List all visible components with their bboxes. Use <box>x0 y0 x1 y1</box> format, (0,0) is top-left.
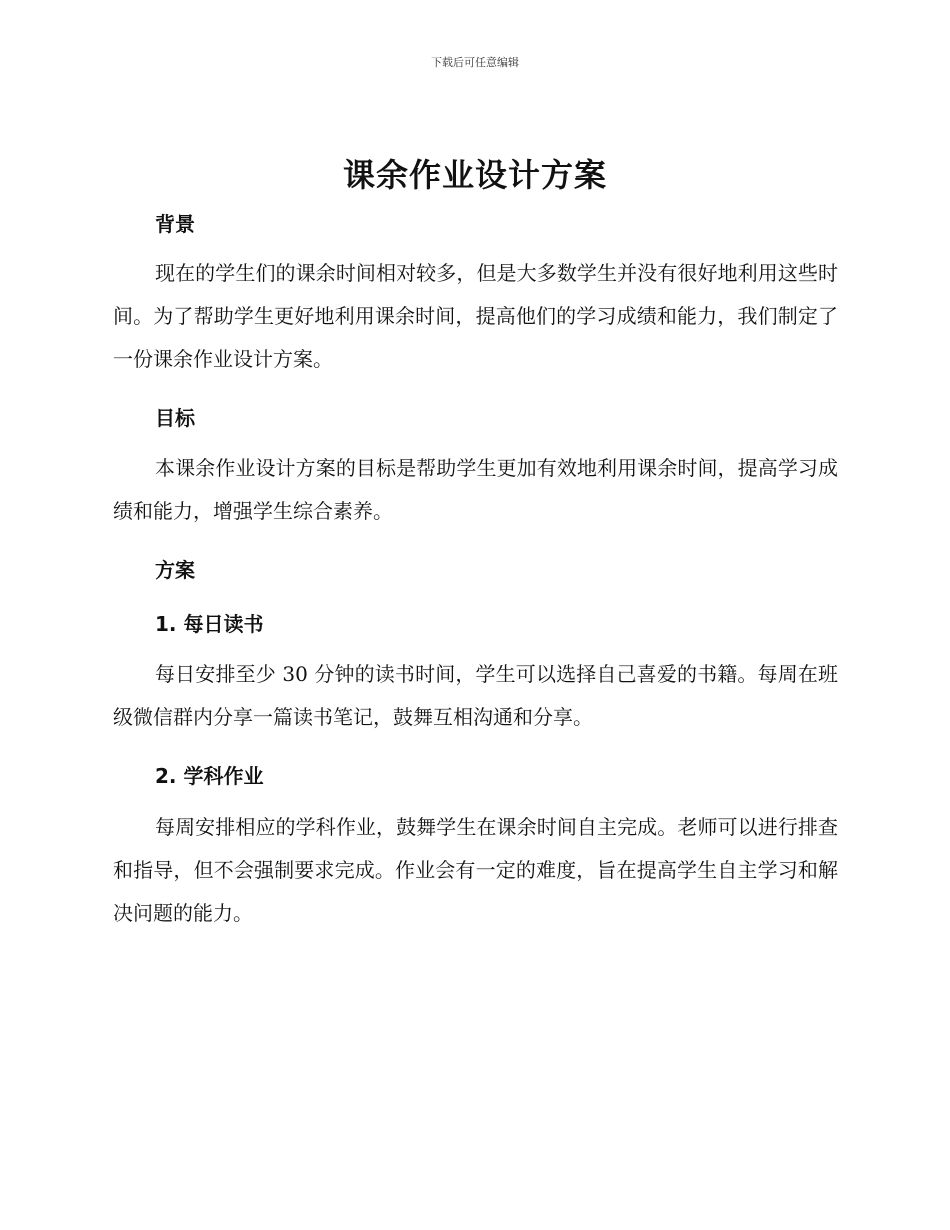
heading-background: 背景 <box>155 212 195 236</box>
document-title: 课余作业设计方案 <box>342 156 607 194</box>
heading-plan-item-1: 1. 每日读书 <box>155 612 264 636</box>
paragraph-background: 现在的学生们的课余时间相对较多，但是大多数学生并没有很好地利用这些时间。为了帮助学生更好地利用课余时间，提高他们的学习成绩和能力，我们制定了一份课余作业设计方案。 <box>113 261 838 371</box>
paragraph-plan-item-1: 每日安排至少 30 分钟的读书时间，学生可以选择自己喜爱的书籍。每周在班级微信群内分享一篇读书笔记，鼓舞互相沟通和分享。 <box>113 662 838 729</box>
header-note: 下载后可任意编辑 <box>431 56 519 69</box>
paragraph-plan-item-2: 每周安排相应的学科作业，鼓舞学生在课余时间自主完成。老师可以进行排查和指导，但不会强制要求完成。作业会有一定的难度，旨在提高学生自主学习和解决问题的能力。 <box>113 815 838 925</box>
heading-goal: 目标 <box>155 406 195 430</box>
heading-plan-item-2: 2. 学科作业 <box>155 764 264 788</box>
paragraph-goal: 本课余作业设计方案的目标是帮助学生更加有效地利用课余时间，提高学习成绩和能力，增强学生综合素养。 <box>113 456 838 523</box>
heading-plan: 方案 <box>155 558 195 582</box>
